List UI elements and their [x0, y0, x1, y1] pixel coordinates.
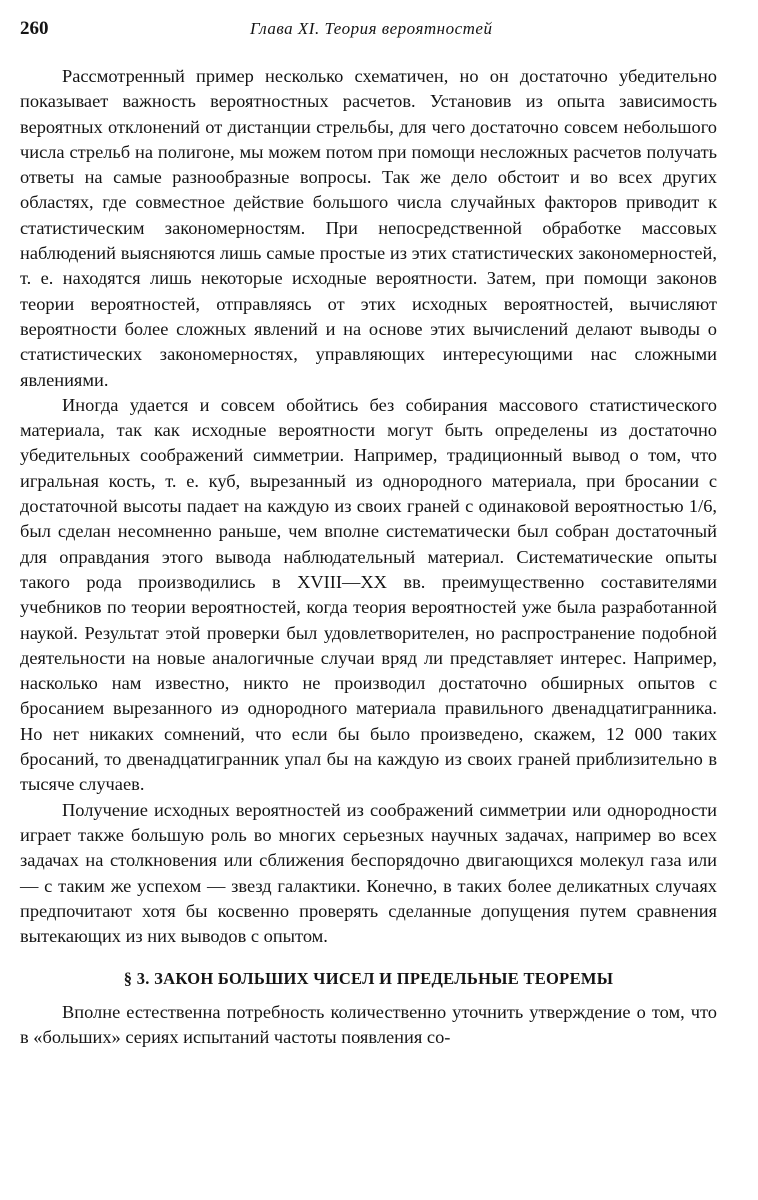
paragraph-4: Вполне естественна потребность количественно уточнить утверждение о том, что в «больших» сериях испытаний частоты появления со-: [20, 1001, 717, 1047]
paragraph-1: Рассмотренный пример несколько схематичен, но он достаточно убедительно показывает важность вероятностных расчетов. Установив из опыта зависимость вероятных отклонений от дистанции стрельбы, для чего достаточно совсем небольшого числа стрельб на полигоне, мы можем потом при помощи несложных расчетов получать ответы на самые разнообразные вопросы. Так же дело обстоит и во всех других областях, где совместное действие большого числа случайных факторов приводит к статистическим закономерностям. При непосредственной обработке массовых наблюдений выясняются лишь самые простые из этих статистических закономерностей, т. е. находятся лишь некоторые исходные вероятности. Затем, при помощи законов теории вероятностей, отправляясь от этих исходных вероятностей, вычисляют вероятности более сложных явлений и на основе этих вычислений делают выводы о статистических закономерностях, управляющих интересующими нас сложными явлениями.: [20, 66, 717, 390]
page-header: [20, 18, 720, 46]
paragraph-2: Иногда удается и совсем обойтись без собирания массового статистического материала, так как исходные вероятности могут быть определены из достаточно убедительных соображений симметрии. Например, традиционный вывод о том, что игральная кость, т. е. куб, вырезанный из однородного материала, при бросании с достаточной высоты падает на каждую из своих граней с одинаковой вероятностью 1/6, был сделан несомненно раньше, чем вполне систематически был собран достаточный для оправдания этого вывода наблюдательный материал. Систематические опыты такого рода производились в XVIII—XX вв. преимущественно составителями учебников по теории вероятностей, когда теория вероятностей уже была разработанной наукой. Результат этой проверки был удовлетворителен, но распространение подобной деятельности на новые аналогичные случаи вряд ли представляет интерес. Например, насколько нам известно, никто не производил достаточно обширных опытов с бросанием вырезанного иэ однородного материала правильного двенадцатигранника. Но нет никаких сомнений, что если бы было произведено, скажем, 12 000 таких бросаний, то двенадцатигранник упал бы на каждую из своих граней приблизительно в тысяче случаев.: [20, 394, 717, 795]
page-number: 260: [20, 18, 49, 39]
paragraph-3: Получение исходных вероятностей из соображений симметрии или однородности играет также большую роль во многих серьезных научных задачах, например во всех задачах на столкновения или сближения беспорядочно двигающихся молекул газа или — с таким же успехом — звезд галактики. Конечно, в таких более деликатных случаях предпочитают хотя бы косвенно проверять сделанные допущения путем сравнения вытекающих из них выводов с опытом.: [20, 799, 717, 947]
running-title: Глава XI. Теория вероятностей: [250, 19, 493, 38]
section-heading: § 3. ЗАКОН БОЛЬШИХ ЧИСЕЛ И ПРЕДЕЛЬНЫЕ ТЕОРЕМЫ: [123, 969, 614, 989]
page-body: [20, 64, 717, 1050]
